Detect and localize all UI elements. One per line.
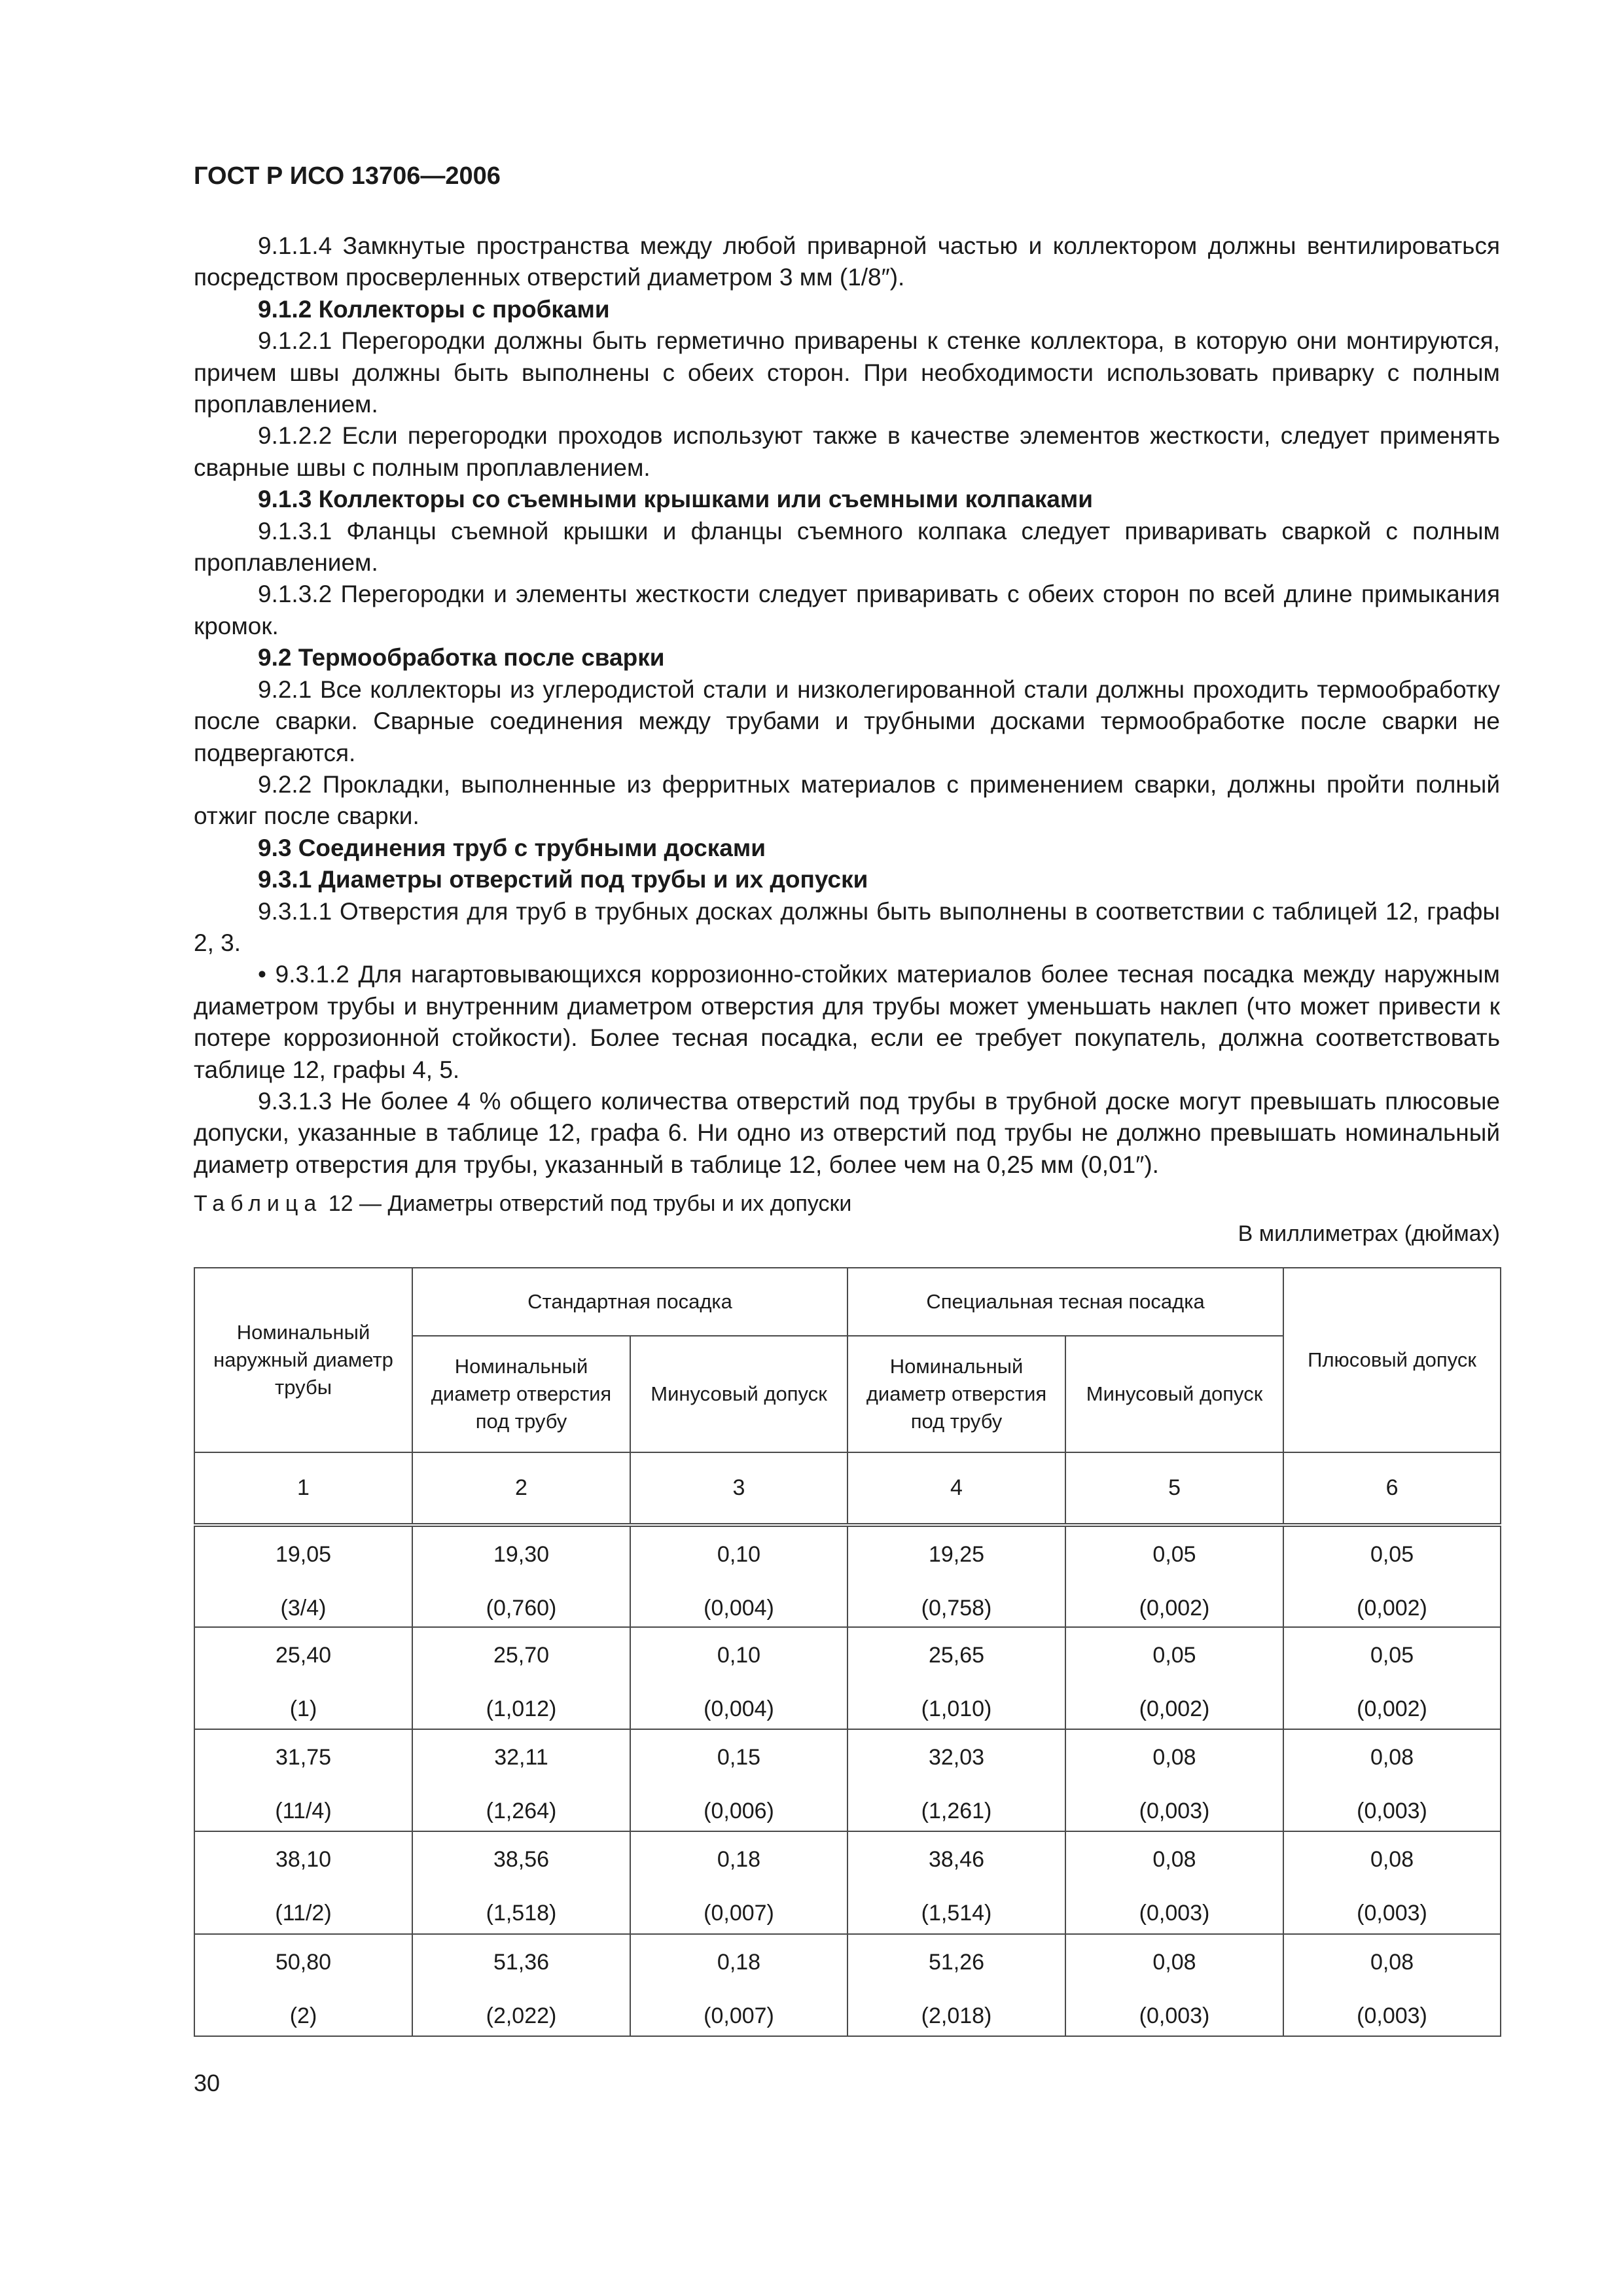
cell-inch-value: (0,002): [1139, 1595, 1210, 1621]
cell-inch-value: (3/4): [280, 1595, 327, 1621]
cell-metric-value: 0,08: [1370, 1949, 1414, 1975]
table-cell: [1065, 1831, 1283, 1933]
cell-inch-value: (0,003): [1357, 1799, 1427, 1824]
table-cell: [1283, 1525, 1501, 1627]
column-number: 3: [630, 1452, 847, 1524]
heading-9-1-2: 9.1.2 Коллекторы с пробками: [258, 295, 610, 323]
cell-inch-value: (0,760): [486, 1595, 557, 1621]
table-cell: [1065, 1525, 1283, 1627]
paragraph-9-1-2-2: 9.1.2.2 Если перегородки проходов используют также в качестве элементов жесткости, следует применять сварные швы с полным проплавлением.: [194, 422, 1500, 481]
cell-inch-value: (0,007): [704, 2003, 774, 2028]
table-cell: [1283, 1934, 1501, 2036]
paragraph-9-3-1-1: 9.3.1.1 Отверстия для труб в трубных досках должны быть выполнены в соответствии с таблицей 12, графы 2, 3.: [194, 897, 1500, 956]
body-text: [194, 230, 1500, 1181]
cell-inch-value: (0,002): [1357, 1595, 1427, 1621]
paragraph-9-3-1-2: • 9.3.1.2 Для нагартовывающихся коррозионно-стойких материалов более тесная посадка между наружным диаметром трубы и внутренним диаметром отверстия для трубы может уменьшать наклеп (что может привести к потере коррозионной стойкости). Более тесная посадка, если ее требует покупатель, должна соответствовать таблице 12, графы 4, 5.: [194, 961, 1500, 1083]
column-number: 2: [412, 1452, 630, 1524]
table-cell: [194, 1525, 412, 1627]
cell-inch-value: (0,004): [704, 1595, 774, 1621]
heading-9-1-3: 9.1.3 Коллекторы со съемными крышками или съемными колпаками: [258, 486, 1094, 513]
cell-metric-value: 50,80: [275, 1949, 332, 1975]
table-cell: [412, 1525, 630, 1627]
table-caption-title: 12 — Диаметры отверстий под трубы и их допуски: [322, 1191, 852, 1216]
table-cell: [412, 1934, 630, 2036]
paragraph-9-1-2-1: 9.1.2.1 Перегородки должны быть герметично приварены к стенке коллектора, в которую они монтируются, причем швы должны быть выполнены с обеих сторон. При необходимости использовать приварку с полным проплавлением.: [194, 327, 1500, 418]
heading-9-2: 9.2 Термообработка после сварки: [258, 644, 665, 672]
column-number: 6: [1283, 1452, 1501, 1524]
cell-metric-value: 0,08: [1152, 1949, 1196, 1975]
cell-inch-value: (0,007): [704, 1901, 774, 1926]
header-group-standard: Стандартная посадка: [412, 1268, 847, 1336]
table-cell: [1065, 1729, 1283, 1831]
cell-metric-value: 38,56: [493, 1847, 550, 1873]
table-cell: [1283, 1729, 1501, 1831]
cell-metric-value: 51,26: [928, 1949, 985, 1975]
column-numbers-row: [194, 1452, 1501, 1524]
heading-9-3: 9.3 Соединения труб с трубными досками: [258, 834, 766, 861]
cell-metric-value: 38,10: [275, 1847, 332, 1873]
table-cell: [1065, 1934, 1283, 2036]
cell-metric-value: 0,08: [1152, 1847, 1196, 1873]
table-cell: [412, 1831, 630, 1933]
table-header-row: [194, 1268, 1501, 1336]
cell-metric-value: 0,05: [1370, 1642, 1414, 1668]
cell-inch-value: (1,518): [486, 1901, 557, 1926]
cell-metric-value: 51,36: [493, 1949, 550, 1975]
cell-inch-value: (2,018): [921, 2003, 992, 2028]
table-row: [194, 1729, 1501, 1831]
header-col1: Номинальный наружный диаметр трубы: [194, 1268, 412, 1452]
table-cell: [847, 1934, 1065, 2036]
cell-metric-value: 0,05: [1152, 1541, 1196, 1567]
cell-metric-value: 31,75: [275, 1745, 332, 1770]
header-col4: Номинальный диаметр отверстия под трубу: [847, 1336, 1065, 1452]
table-cell: [847, 1831, 1065, 1933]
cell-inch-value: (1): [289, 1696, 317, 1721]
header-col2: Номинальный диаметр отверстия под трубу: [412, 1336, 630, 1452]
cell-inch-value: (2): [289, 2003, 317, 2028]
cell-metric-value: 0,08: [1370, 1745, 1414, 1770]
table-cell: [847, 1627, 1065, 1729]
column-number: 5: [1065, 1452, 1283, 1524]
table-cell: [847, 1729, 1065, 1831]
table-body: [194, 1525, 1501, 2036]
table-cell: [412, 1729, 630, 1831]
cell-metric-value: 19,05: [275, 1541, 332, 1567]
cell-inch-value: (2,022): [486, 2003, 557, 2028]
cell-inch-value: (0,003): [1139, 2003, 1210, 2028]
cell-metric-value: 0,18: [717, 1847, 761, 1873]
paragraph-9-1-3-1: 9.1.3.1 Фланцы съемной крышки и фланцы съемного колпака следует приваривать сваркой с полным проплавлением.: [194, 517, 1500, 577]
table-cell: [1283, 1831, 1501, 1933]
cell-inch-value: (0,758): [921, 1595, 992, 1621]
cell-inch-value: (0,004): [704, 1696, 774, 1721]
table-cell: [194, 1729, 412, 1831]
cell-metric-value: 38,46: [928, 1847, 985, 1873]
header-col6: Плюсовый допуск: [1283, 1268, 1501, 1452]
column-number: 1: [194, 1452, 412, 1524]
table-cell: [630, 1831, 847, 1933]
cell-metric-value: 0,08: [1152, 1745, 1196, 1770]
cell-metric-value: 32,11: [494, 1745, 548, 1770]
cell-inch-value: (11/2): [275, 1901, 332, 1926]
cell-metric-value: 0,05: [1152, 1642, 1196, 1668]
cell-metric-value: 25,40: [275, 1642, 332, 1668]
paragraph-9-1-1-4: 9.1.1.4 Замкнутые пространства между любой приварной частью и коллектором должны вентилироваться посредством просверленных отверстий диаметром 3 мм (1/8″).: [194, 232, 1500, 291]
table-cell: [1065, 1627, 1283, 1729]
diameters-table: [194, 1267, 1501, 2037]
table-cell: [194, 1831, 412, 1933]
cell-metric-value: 19,30: [493, 1541, 550, 1567]
header-col5: Минусовый допуск: [1065, 1336, 1283, 1452]
cell-metric-value: 25,65: [928, 1642, 985, 1668]
cell-inch-value: (1,514): [921, 1901, 992, 1926]
cell-metric-value: 0,08: [1370, 1847, 1414, 1873]
cell-inch-value: (0,006): [704, 1799, 774, 1824]
cell-metric-value: 0,10: [717, 1642, 761, 1668]
table-cell: [194, 1627, 412, 1729]
cell-metric-value: 32,03: [928, 1745, 985, 1770]
cell-inch-value: (1,261): [921, 1799, 992, 1824]
paragraph-9-1-3-2: 9.1.3.2 Перегородки и элементы жесткости следует приваривать с обеих сторон по всей длине примыкания кромок.: [194, 581, 1500, 639]
table-units: В миллиметрах (дюймах): [1238, 1221, 1500, 1246]
table-cell: [630, 1627, 847, 1729]
cell-metric-value: 0,05: [1370, 1541, 1414, 1567]
table-row: [194, 1627, 1501, 1729]
cell-metric-value: 0,15: [717, 1745, 761, 1770]
table-cell: [847, 1525, 1065, 1627]
cell-inch-value: (1,264): [486, 1799, 557, 1824]
column-number: 4: [847, 1452, 1065, 1524]
paragraph-9-2-2: 9.2.2 Прокладки, выполненные из ферритных материалов с применением сварки, должны пройти полный отжиг после сварки.: [194, 770, 1500, 830]
table-row: [194, 1831, 1501, 1933]
cell-inch-value: (1,010): [921, 1696, 992, 1721]
cell-inch-value: (0,003): [1139, 1799, 1210, 1824]
cell-inch-value: (11/4): [275, 1799, 332, 1824]
table-cell: [1283, 1627, 1501, 1729]
header-group-special: Специальная тесная посадка: [847, 1268, 1283, 1336]
cell-inch-value: (0,003): [1357, 1901, 1427, 1926]
cell-metric-value: 19,25: [928, 1541, 985, 1567]
table-row: [194, 1525, 1501, 1627]
heading-9-3-1: 9.3.1 Диаметры отверстий под трубы и их допуски: [258, 866, 868, 893]
cell-metric-value: 25,70: [493, 1642, 550, 1668]
cell-metric-value: 0,10: [717, 1541, 761, 1567]
page-number: 30: [194, 2070, 221, 2096]
table-cell: [412, 1627, 630, 1729]
cell-inch-value: (0,003): [1357, 2003, 1427, 2028]
paragraph-9-2-1: 9.2.1 Все коллекторы из углеродистой стали и низколегированной стали должны проходить термообработку после сварки. Сварные соединения между трубами и трубными досками термообработке после сварки не подвергаются.: [194, 675, 1500, 766]
table-cell: [194, 1934, 412, 2036]
document-header: ГОСТ Р ИСО 13706—2006: [194, 162, 501, 190]
header-col3: Минусовый допуск: [630, 1336, 847, 1452]
table-row: [194, 1934, 1501, 2036]
cell-inch-value: (0,002): [1357, 1696, 1427, 1721]
table-caption-prefix: Таблица: [194, 1191, 323, 1216]
table-cell: [630, 1525, 847, 1627]
cell-metric-value: 0,18: [717, 1949, 761, 1975]
cell-inch-value: (0,002): [1139, 1696, 1210, 1721]
cell-inch-value: (0,003): [1139, 1901, 1210, 1926]
table-cell: [630, 1934, 847, 2036]
cell-inch-value: (1,012): [486, 1696, 557, 1721]
paragraph-9-3-1-3: 9.3.1.3 Не более 4 % общего количества отверстий под трубы в трубной доске могут превышать плюсовые допуски, указанные в таблице 12, графа 6. Ни одно из отверстий под трубы не должно превышать номинальный диаметр отверстия для трубы, указанный в таблице 12, более чем на 0,25 мм (0,01″).: [194, 1087, 1500, 1178]
table-caption: [194, 1191, 851, 1217]
table-cell: [630, 1729, 847, 1831]
